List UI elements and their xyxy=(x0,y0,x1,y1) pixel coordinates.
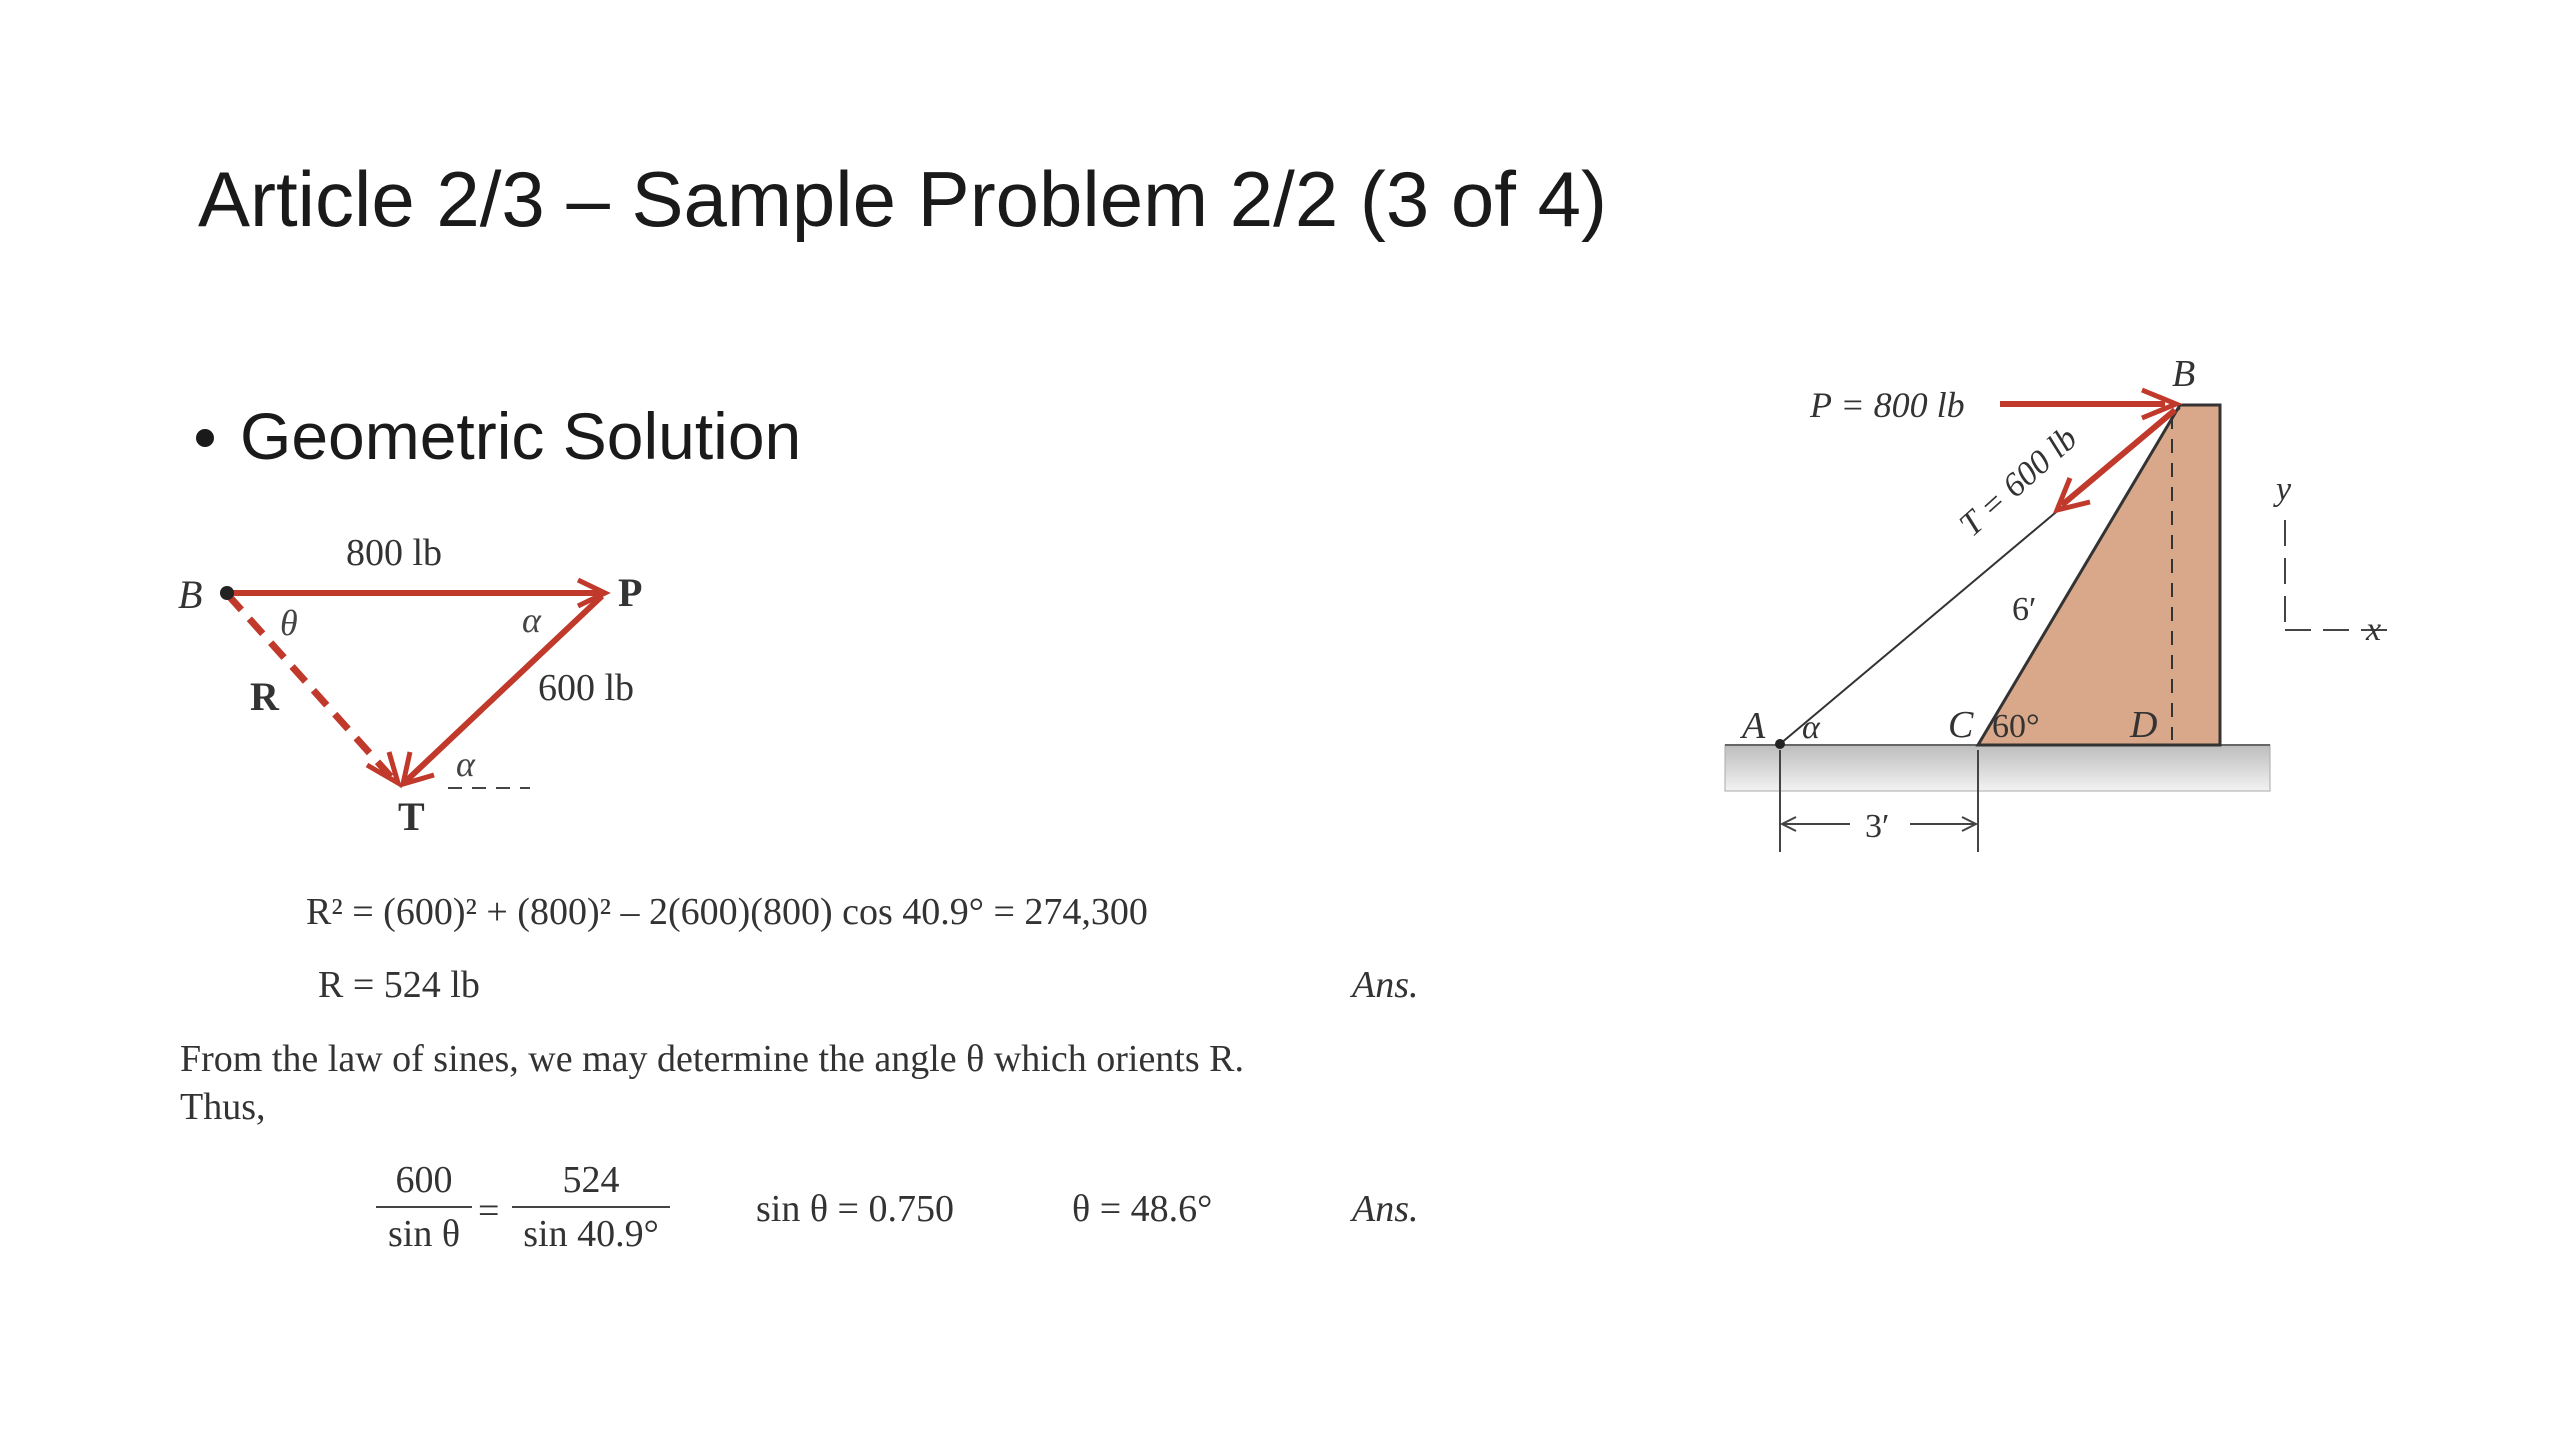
label-alpha: α xyxy=(1802,709,1820,746)
fraction-600-numerator: 600 xyxy=(395,1159,453,1201)
law-of-sines-paragraph xyxy=(180,1035,1450,1131)
fraction-524-denominator: sin 40.9° xyxy=(523,1213,659,1255)
label-c-point: C xyxy=(1948,704,1974,746)
fraction-equals: = xyxy=(478,1190,500,1232)
label-r: R xyxy=(250,674,279,719)
label-a-point: A xyxy=(1742,705,1766,747)
force-triangle-diagram xyxy=(160,520,643,860)
label-p: P xyxy=(618,570,643,615)
label-600: 600 lb xyxy=(538,667,635,709)
label-b: B xyxy=(178,572,203,617)
paragraph-line-1: From the law of sines, we may determine the angle θ which orients R. xyxy=(180,1038,1244,1080)
sin-theta-value: sin θ = 0.750 xyxy=(756,1188,954,1230)
slide-title: Article 2/3 – Sample Problem 2/2 (3 of 4) xyxy=(198,155,1607,243)
label-b-point: B xyxy=(2172,353,2196,395)
law-of-cosines-equation: R² = (600)² + (800)² – 2(600)(800) cos 40.9° = 274,300 xyxy=(306,891,1148,933)
label-t: T xyxy=(398,794,425,839)
fraction-524 xyxy=(512,1158,670,1256)
label-x-axis: x xyxy=(2366,611,2382,648)
support-block xyxy=(1978,405,2220,745)
label-alpha-top: α xyxy=(522,600,541,640)
label-p-force: P = 800 lb xyxy=(1810,385,1965,425)
fraction-600 xyxy=(376,1158,472,1256)
point-b-dot xyxy=(220,586,234,600)
bullet-text: Geometric Solution xyxy=(240,399,802,473)
fraction-bar xyxy=(512,1206,670,1208)
label-alpha-bottom: α xyxy=(456,744,475,784)
label-y-axis: y xyxy=(2276,471,2292,508)
ground xyxy=(1725,745,2270,791)
label-6ft: 6′ xyxy=(2012,591,2037,628)
fraction-bar xyxy=(376,1206,472,1208)
label-3ft: 3′ xyxy=(1865,808,1890,845)
label-theta: θ xyxy=(280,603,298,643)
bullet-item xyxy=(196,398,801,474)
label-800: 800 lb xyxy=(346,532,443,574)
theta-result: θ = 48.6° xyxy=(1072,1188,1213,1230)
r-result: R = 524 lb xyxy=(318,964,480,1006)
structure-diagram xyxy=(1710,340,2410,860)
label-d-point: D xyxy=(2130,704,2158,746)
paragraph-line-2: Thus, xyxy=(180,1086,266,1128)
ans-label-1: Ans. xyxy=(1352,964,1419,1006)
ans-label-2: Ans. xyxy=(1352,1188,1419,1230)
fraction-524-numerator: 524 xyxy=(562,1159,620,1201)
label-60: 60° xyxy=(1992,708,2040,745)
label-t-force: T = 600 lb xyxy=(1952,419,2085,544)
point-a-dot xyxy=(1775,739,1785,749)
bullet-dot-icon xyxy=(196,429,214,447)
fraction-600-denominator: sin θ xyxy=(387,1213,461,1255)
